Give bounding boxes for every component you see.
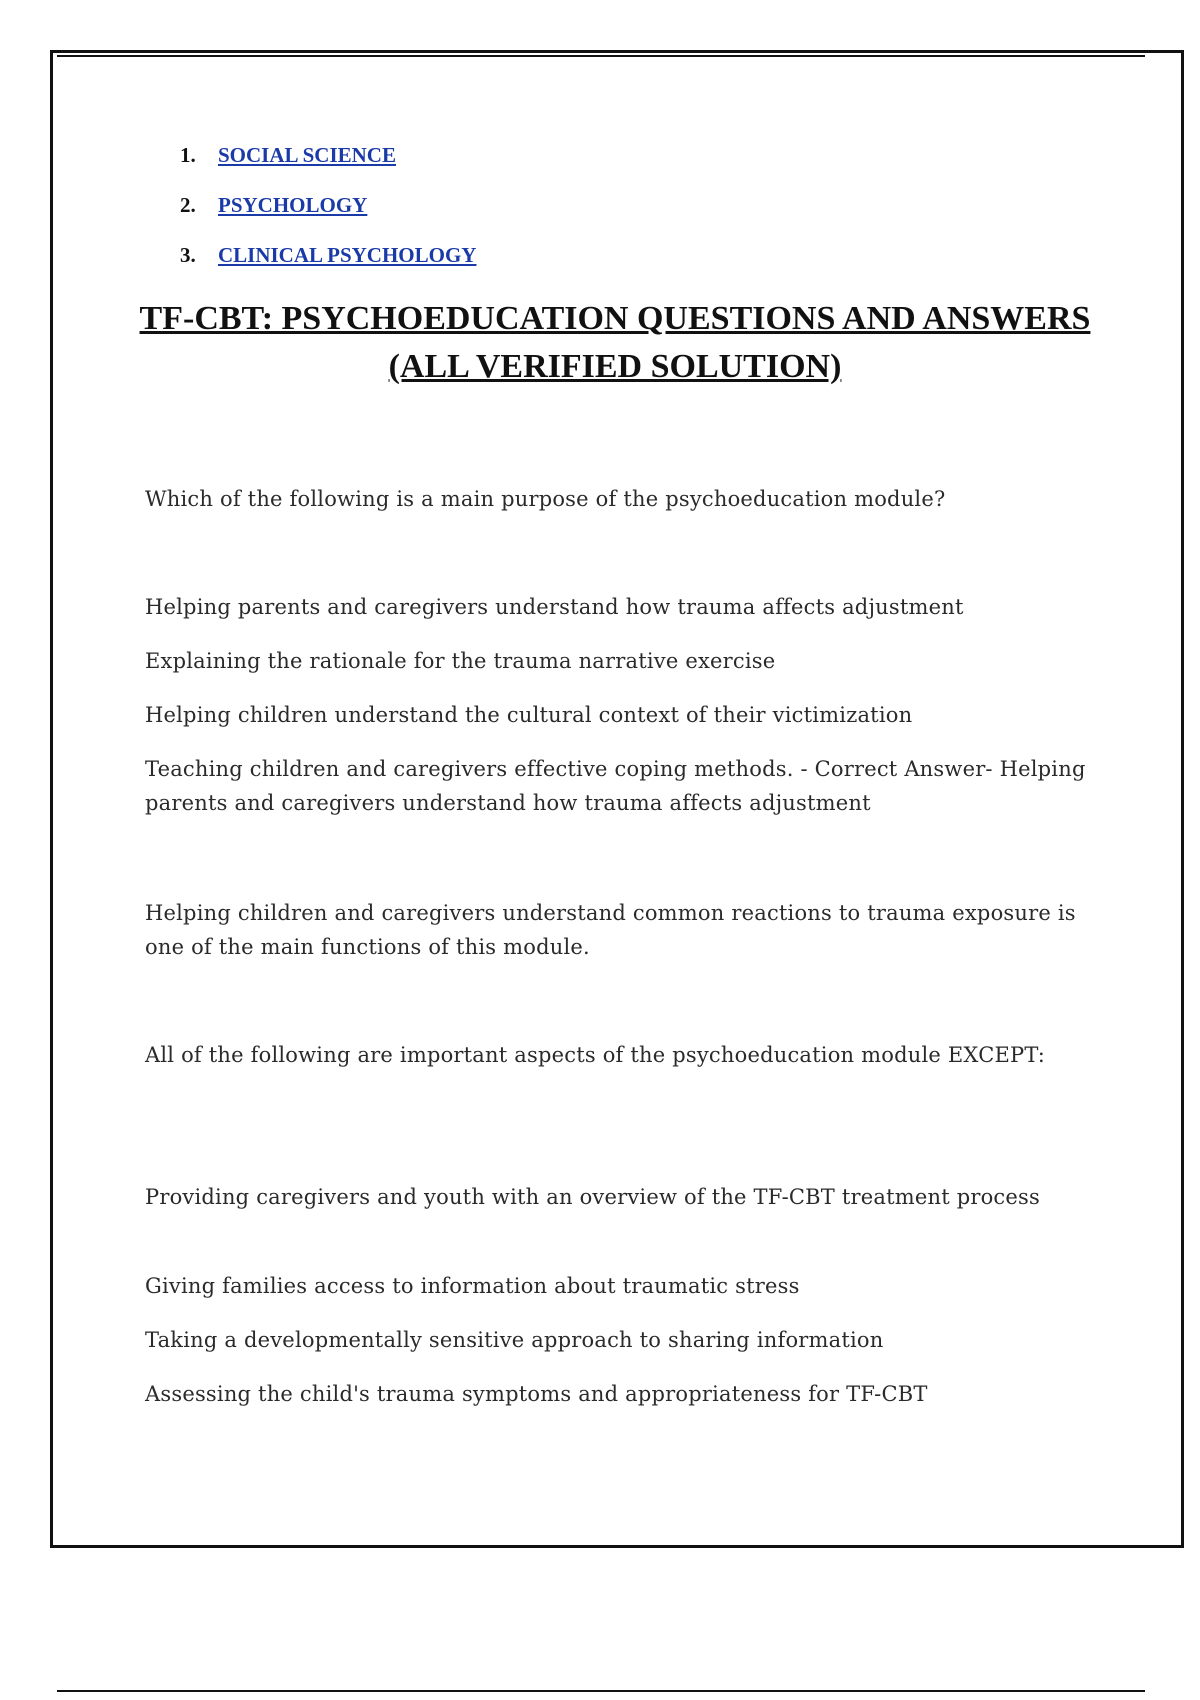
q2-option-3: Taking a developmentally sensitive approach to sharing information bbox=[145, 1328, 884, 1352]
q2-option-1: Providing caregivers and youth with an overview of the TF-CBT treatment process bbox=[145, 1185, 1040, 1209]
explanation-note: Helping children and caregivers understand common reactions to trauma exposure is one of the main functions of this module. bbox=[145, 901, 1076, 959]
breadcrumb-link-social-science[interactable]: SOCIAL SCIENCE bbox=[218, 143, 396, 167]
question-2: All of the following are important aspects of the psychoeducation module EXCEPT: bbox=[145, 1043, 1046, 1067]
q2-option-2: Giving families access to information about traumatic stress bbox=[145, 1274, 800, 1298]
q2-option-4: Assessing the child's trauma symptoms and appropriateness for TF-CBT bbox=[145, 1382, 928, 1406]
breadcrumb-item bbox=[180, 143, 476, 193]
q1-option-3: Helping children understand the cultural context of their victimization bbox=[145, 703, 913, 727]
q1-option-4-answer: Teaching children and caregivers effective coping methods. - Correct Answer- Helping parents and caregivers understand how trauma affects adjustment bbox=[145, 757, 1086, 815]
title-line-2: (ALL VERIFIED SOLUTION) bbox=[388, 348, 842, 385]
title-line-1: TF-CBT: PSYCHOEDUCATION QUESTIONS AND ANSWERS bbox=[139, 300, 1091, 337]
bottom-rule bbox=[57, 1690, 1145, 1692]
q1-option-1: Helping parents and caregivers understand how trauma affects adjustment bbox=[145, 595, 964, 619]
q1-option-2: Explaining the rationale for the trauma narrative exercise bbox=[145, 649, 776, 673]
breadcrumb-item bbox=[180, 193, 476, 243]
question-1: Which of the following is a main purpose of the psychoeducation module? bbox=[145, 487, 946, 511]
top-rule bbox=[57, 55, 1145, 57]
breadcrumb-number: 3. bbox=[180, 243, 196, 267]
breadcrumb-number: 2. bbox=[180, 193, 196, 217]
breadcrumb-item bbox=[180, 243, 476, 293]
breadcrumb bbox=[180, 143, 476, 293]
breadcrumb-number: 1. bbox=[180, 143, 196, 167]
breadcrumb-link-psychology[interactable]: PSYCHOLOGY bbox=[218, 193, 368, 217]
breadcrumb-link-clinical-psychology[interactable]: CLINICAL PSYCHOLOGY bbox=[218, 243, 477, 267]
document-title bbox=[60, 295, 1170, 391]
